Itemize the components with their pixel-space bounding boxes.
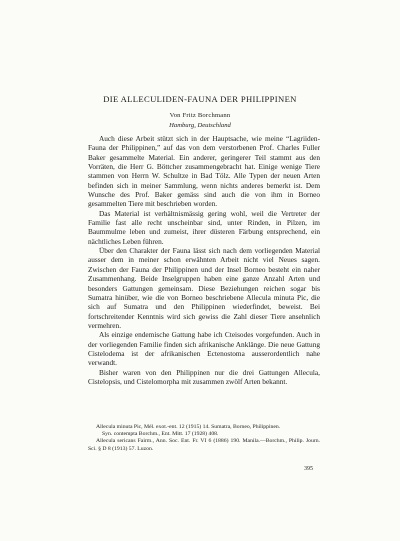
footnote-2: Syn. contempta Borchm., Ent. Mitt. 17 (1928) 408. [102,431,219,438]
paragraph-2: Das Material ist verhältnismässig gering wohl, weil die Vertreter der Familie fast alle recht unscheinbar sind, unter Rinden, in Pilzen, im Baummulme leben und zumeist, ihrer düsteren Färbung entsprechend, ein nächtliches Leben führen. [88,208,320,246]
body-text [88,134,320,386]
paragraph-3: Über den Charakter der Fauna lässt sich nach dem vorliegenden Material ausser dem in meiner schon erwähnten Arbeit nicht viel Neues sagen. Zwischen der Fauna der Philippinen und der Insel Borneo besteht ein naher Zusammenhang. Beide Inselgruppen haben eine ganze Anzahl Arten und besonders Gattungen gemeinsam. Diese Beziehungen reichen sogar bis Sumatra hinüber, wie die von Borneo beschriebene Allecula minuta Pic, die sich auf Sumatra und den Philippinen wiederfindet, beweist. Bei fortschreitender Kenntnis wird sich gewiss die Zahl dieser Tiere ansehnlich vermehren. [88,246,320,330]
paragraph-1: Auch diese Arbeit stützt sich in der Hauptsache, wie meine “Lagriiden-Fauna der Philippinen,” auf das von dem verstorbenen Prof. Charles Fuller Baker gesammelte Material. Ein anderer, geringerer Teil stammt aus den Vorräten, die Herr G. Böttcher zusammengebracht hat. Einige wenige Tiere stammen von Herrn W. Schultze in Bad Tölz. Alle Typen der neuen Arten befinden sich in meiner Sammlung, wenn nichts anderes bemerkt ist. Dem Wunsche des Prof. Baker gemäss sind auch die von ihm in Borneo gesammelten Tiere mit beschrieben worden. [88,134,320,209]
article-title: DIE ALLECULIDEN-FAUNA DER PHILIPPINEN [103,94,297,104]
footnote-1: Allecula minuta Pic, Mél. exot.-ent. 12 (1915) 14. Sumatra, Borneo, Philippinen. [96,424,281,430]
author-affiliation: Hamburg, Deutschland [169,122,231,129]
paragraph-5: Bisher waren von den Philippinen nur die drei Gattungen Allecula, Cistelopsis, und Cistelomorpha mit zusammen zwölf Arten bekannt. [88,367,320,386]
author-line: Von Fritz Borchmann [169,112,231,119]
footnotes [88,424,320,453]
page-number: 395 [304,466,313,472]
footnote-3: Allecula sericans Fairm., Ann. Soc. Ent. Fr. VI 6 (1886) 190. Manila.—Borchm., Philip. Journ. Sci. § D 8 (1913) 57. Luzon. [88,438,320,452]
paragraph-4: Als einzige endemische Gattung habe ich Cteisodes vorgefunden. Auch in der vorliegenden Familie finden sich afrikanische Anklänge. Die neue Gattung Cistelodema ist der afrikanischen Ectenostoma ausserordentlich nahe verwandt. [88,330,320,368]
